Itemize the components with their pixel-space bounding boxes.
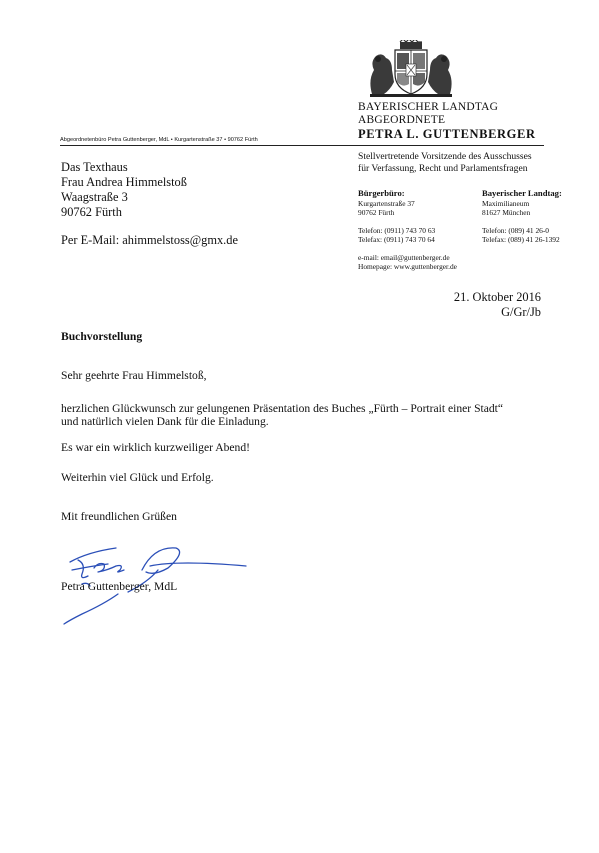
role-line2: für Verfassung, Recht und Parlamentsfragen: [358, 163, 528, 174]
letter-date: 21. Oktober 2016: [453, 290, 541, 304]
recipient-email: Per E-Mail: ahimmelstoss@gmx.de: [61, 233, 238, 247]
return-address: Abgeordnetenbüro Petra Guttenberger, MdL • Kurgartenstraße 37 • 90762 Fürth: [60, 137, 258, 143]
signature-name: Petra Guttenberger, MdL: [61, 580, 178, 593]
office-homepage: Homepage: www.guttenberger.de: [358, 262, 457, 271]
office-landtag-street: Maximilianeum: [482, 199, 530, 208]
paragraph1-line2: und natürlich vielen Dank für die Einladung.: [61, 415, 269, 428]
recipient-line4: 90762 Fürth: [61, 205, 122, 219]
office-buergerbuero-phone: Telefon: (0911) 743 70 63: [358, 226, 436, 235]
office-buergerbuero-street: Kurgartenstraße 37: [358, 199, 415, 208]
paragraph3: Weiterhin viel Glück und Erfolg.: [61, 471, 214, 484]
office-landtag-heading: Bayerischer Landtag:: [482, 188, 562, 198]
letter-subject: Buchvorstellung: [61, 330, 143, 343]
recipient-line3: Waagstraße 3: [61, 190, 128, 204]
office-landtag-fax: Telefax: (089) 41 26-1392: [482, 235, 560, 244]
recipient-line1: Das Texthaus: [61, 160, 128, 174]
office-buergerbuero-city: 90762 Fürth: [358, 208, 395, 217]
paragraph2: Es war ein wirklich kurzweiliger Abend!: [61, 441, 250, 454]
office-buergerbuero-fax: Telefax: (0911) 743 70 64: [358, 235, 435, 244]
letterhead-divider: [60, 145, 544, 146]
letter-salutation: Sehr geehrte Frau Himmelstoß,: [61, 369, 207, 382]
letterhead-name: PETRA L. GUTTENBERGER: [358, 127, 536, 141]
office-landtag-phone: Telefon: (089) 41 26-0: [482, 226, 550, 235]
office-landtag-city: 81627 München: [482, 208, 531, 217]
letterhead-org-line2: ABGEORDNETE: [358, 114, 446, 126]
office-email: e-mail: email@guttenberger.de: [358, 253, 450, 262]
letterhead-org-line1: BAYERISCHER LANDTAG: [358, 101, 499, 113]
office-buergerbuero-heading: Bürgerbüro:: [358, 188, 405, 198]
paragraph1-line1: herzlichen Glückwunsch zur gelungenen Präsentation des Buches „Fürth – Portrait einer Stadt“: [61, 402, 504, 415]
recipient-line2: Frau Andrea Himmelstoß: [61, 175, 187, 189]
role-line1: Stellvertretende Vorsitzende des Ausschusses: [358, 151, 532, 162]
coat-of-arms-icon: [362, 40, 460, 98]
letter-closing: Mit freundlichen Grüßen: [61, 510, 177, 523]
letter-reference: G/Gr/Jb: [501, 305, 541, 319]
